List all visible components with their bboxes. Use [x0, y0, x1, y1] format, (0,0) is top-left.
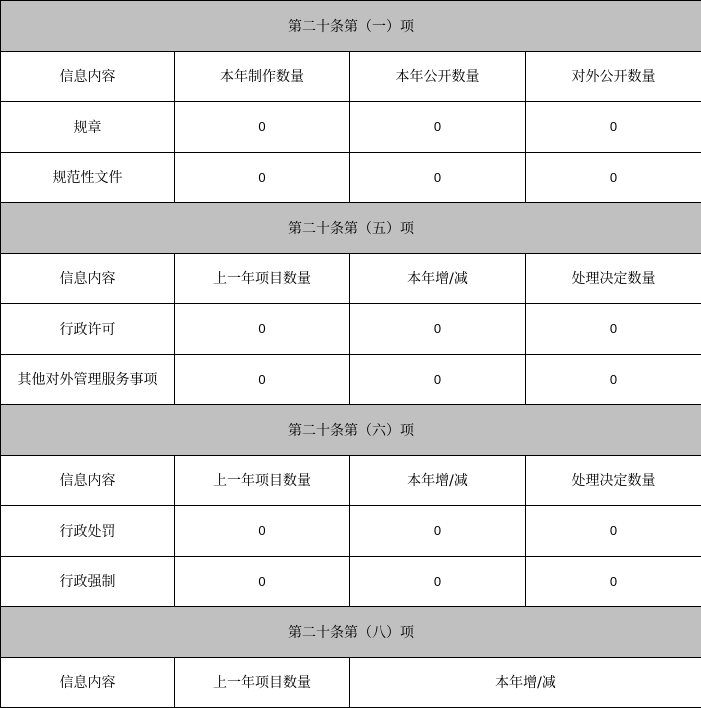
- section-title: 第二十条第（八）项: [1, 607, 701, 658]
- table-cell: 0: [526, 506, 701, 557]
- table-cell: 0: [350, 304, 526, 355]
- table-row: [1, 354, 701, 405]
- row-label: 规章: [1, 102, 175, 153]
- column-header: 处理决定数量: [526, 253, 701, 304]
- column-header: 信息内容: [1, 455, 175, 506]
- row-label: 行政处罚: [1, 506, 175, 557]
- table-cell: 0: [350, 354, 526, 405]
- table-cell: 0: [350, 152, 526, 203]
- column-header-row: [1, 51, 701, 102]
- row-label: 行政许可: [1, 304, 175, 355]
- column-header-row: [1, 253, 701, 304]
- table-cell: 0: [526, 556, 701, 607]
- table-row: [1, 304, 701, 355]
- section-header-row: [1, 1, 701, 52]
- column-header: 信息内容: [1, 51, 175, 102]
- table-cell: 0: [350, 556, 526, 607]
- row-label: 规范性文件: [1, 152, 175, 203]
- table-row: [1, 102, 701, 153]
- table-cell: 0: [526, 354, 701, 405]
- table-row: [1, 556, 701, 607]
- table-cell: 0: [350, 506, 526, 557]
- table-cell: 0: [175, 506, 350, 557]
- table-cell: 0: [175, 354, 350, 405]
- column-header: 本年公开数量: [350, 51, 526, 102]
- column-header: 本年制作数量: [175, 51, 350, 102]
- column-header: 上一年项目数量: [175, 657, 350, 708]
- column-header: 处理决定数量: [526, 455, 701, 506]
- column-header: 本年增/减: [350, 455, 526, 506]
- column-header: 上一年项目数量: [175, 253, 350, 304]
- row-label: 其他对外管理服务事项: [1, 354, 175, 405]
- table-cell: 0: [175, 152, 350, 203]
- row-label: 行政强制: [1, 556, 175, 607]
- column-header: 本年增/减: [350, 657, 701, 708]
- column-header-row: [1, 455, 701, 506]
- table-cell: 0: [175, 556, 350, 607]
- section-header-row: [1, 405, 701, 456]
- column-header-row: [1, 657, 701, 708]
- column-header: 对外公开数量: [526, 51, 701, 102]
- column-header: 信息内容: [1, 253, 175, 304]
- table-cell: 0: [175, 304, 350, 355]
- column-header: 信息内容: [1, 657, 175, 708]
- section-header-row: [1, 607, 701, 658]
- section-title: 第二十条第（五）项: [1, 203, 701, 254]
- table-cell: 0: [526, 152, 701, 203]
- column-header: 上一年项目数量: [175, 455, 350, 506]
- section-title: 第二十条第（六）项: [1, 405, 701, 456]
- column-header: 本年增/减: [350, 253, 526, 304]
- table-row: [1, 152, 701, 203]
- table-row: [1, 506, 701, 557]
- table-cell: 0: [526, 304, 701, 355]
- section-title: 第二十条第（一）项: [1, 1, 701, 52]
- table-cell: 0: [526, 102, 701, 153]
- table-cell: 0: [175, 102, 350, 153]
- table-cell: 0: [350, 102, 526, 153]
- section-header-row: [1, 203, 701, 254]
